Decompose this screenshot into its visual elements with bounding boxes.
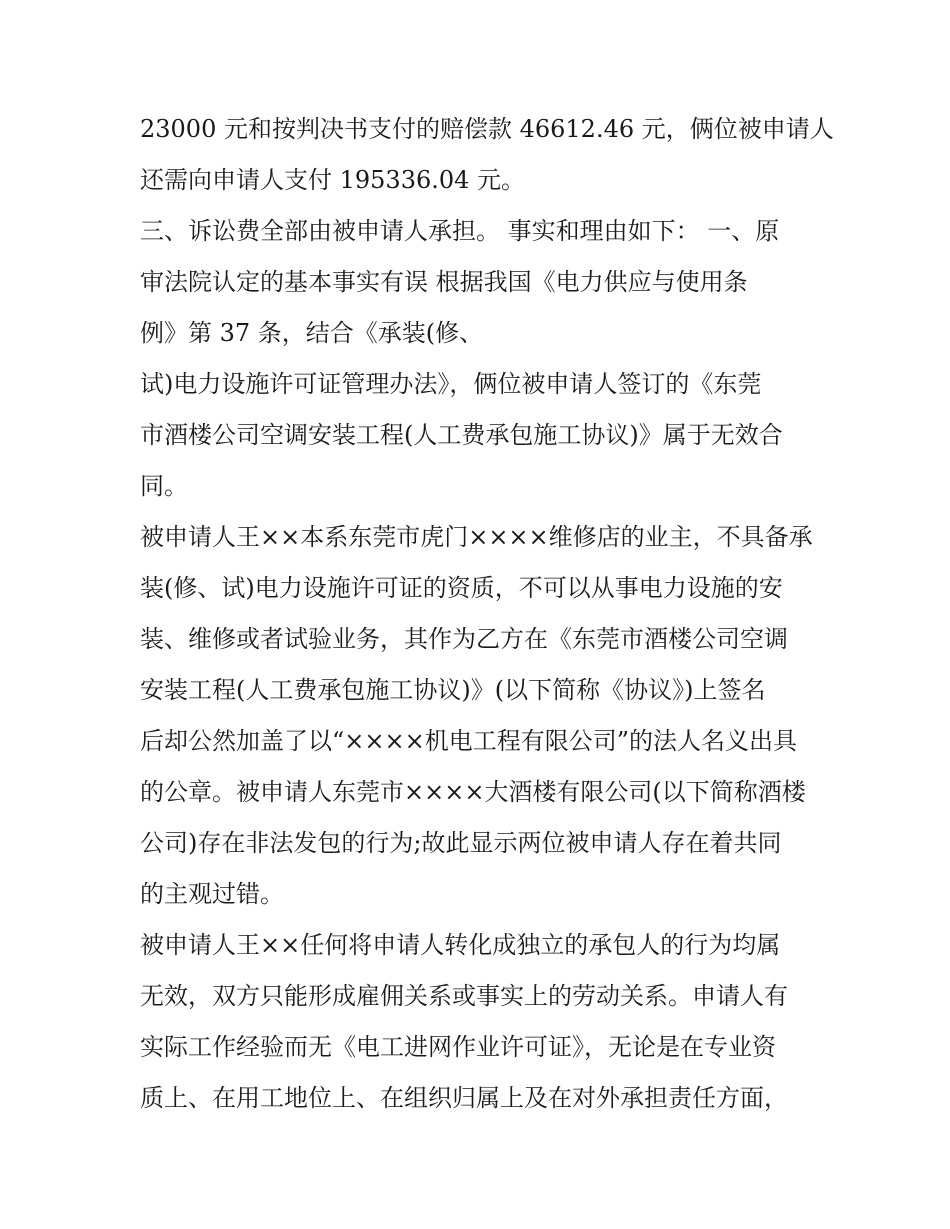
text-line: 23000 元和按判决书支付的赔偿款 46612.46 元，俩位被申请人 (140, 115, 834, 143)
text-line: 试)电力设施许可证管理办法》，俩位被申请人签订的《东莞 (140, 370, 762, 398)
text-line: 装(修、试)电力设施许可证的资质，不可以从事电力设施的安 (140, 574, 783, 602)
text-line: 被申请人王××本系东莞市虎门××××维修店的业主，不具备承 (140, 523, 813, 551)
text-line: 无效，双方只能形成雇佣关系或事实上的劳动关系。申请人有 (140, 982, 788, 1010)
text-line: 的主观过错。 (140, 880, 284, 908)
text-line: 被申请人王××任何将申请人转化成独立的承包人的行为均属 (140, 931, 781, 959)
text-line: 的公章。被申请人东莞市××××大酒楼有限公司(以下简称酒楼 (140, 778, 806, 806)
text-line: 安装工程(人工费承包施工协议)》(以下简称《协议》)上签名 (140, 676, 766, 704)
text-line: 审法院认定的基本事实有误 根据我国《电力供应与使用条 (140, 268, 748, 296)
text-line: 实际工作经验而无《电工进网作业许可证》，无论是在专业资 (140, 1033, 776, 1061)
text-line: 后却公然加盖了以“××××机电工程有限公司”的法人名义出具 (140, 727, 797, 755)
text-line: 三、诉讼费全部由被申请人承担。 事实和理由如下： 一、原 (140, 217, 780, 245)
text-line: 例》第 37 条，结合《承装(修、 (140, 319, 484, 347)
body-text (140, 104, 834, 1124)
text-line: 市酒楼公司空调安装工程(人工费承包施工协议)》属于无效合 (140, 421, 783, 449)
text-line: 同。 (140, 472, 188, 500)
text-line: 公司)存在非法发包的行为;故此显示两位被申请人存在着共同 (140, 829, 782, 857)
text-line: 质上、在用工地位上、在组织归属上及在对外承担责任方面， (140, 1084, 788, 1112)
text-line: 还需向申请人支付 195336.04 元。 (140, 166, 526, 194)
text-line: 装、维修或者试验业务，其作为乙方在《东莞市酒楼公司空调 (140, 625, 788, 653)
